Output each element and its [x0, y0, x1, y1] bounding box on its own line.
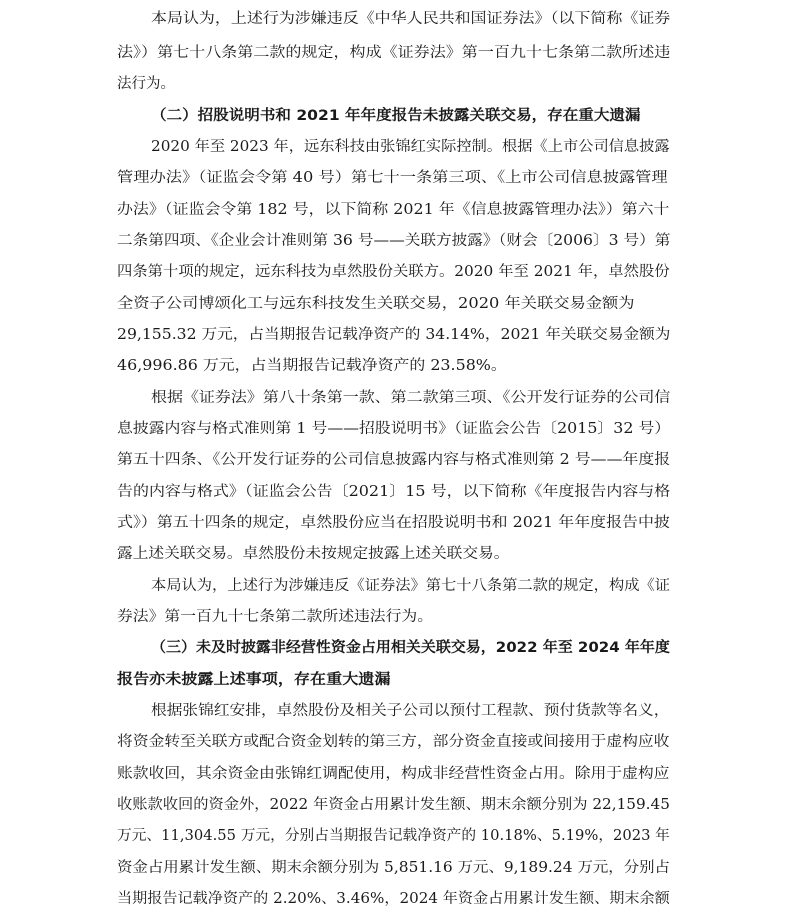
text-line: 29,155.32 万元，占当期报告记载净资产的 34.14%，2021 年关联交易金额为	[117, 327, 671, 343]
text-line: 第五十四条、《公开发行证券的公司信息披露内容与格式准则第 2 号——年度报	[117, 452, 671, 468]
text-line: 资金占用累计发生额、期末余额分别为 5,851.16 万元、9,189.24 万元，分别占	[117, 860, 670, 876]
text-line: 二条第四项、《企业会计准则第 36 号——关联方披露》（财会〔2006〕3 号）第	[117, 233, 671, 249]
text-line: 法行为。	[117, 76, 175, 92]
text-line: 息披露内容与格式准则第 1 号——招股说明书》（证监会公告〔2015〕32 号）	[117, 421, 671, 437]
text-line: 全资子公司博颂化工与远东科技发生关联交易，2020 年关联交易金额为	[117, 296, 635, 312]
text-line: 券法》第一百九十七条第二款所述违法行为。	[117, 609, 433, 625]
text-line: 办法》（证监会令第 182 号，以下简称 2021 年《信息披露管理办法》）第六十	[117, 202, 670, 218]
text-line: 露上述关联交易。卓然股份未按规定披露上述关联交易。	[117, 546, 510, 562]
text-line: 46,996.86 万元，占当期报告记载净资产的 23.58%。	[117, 358, 507, 374]
text-line: 式》）第五十四条的规定，卓然股份应当在招股说明书和 2021 年年度报告中披	[117, 515, 670, 531]
text-line: 当期报告记载净资产的 2.20%、3.46%，2024 年资金占用累计发生额、期末余额	[117, 891, 670, 907]
text-line: 根据《证券法》第八十条第一款、第二款第三项、《公开发行证券的公司信	[151, 390, 671, 406]
text-line: 根据张锦红安排，卓然股份及相关子公司以预付工程款、预付货款等名义，	[151, 703, 670, 719]
text-line: 账款收回，其余资金由张锦红调配使用，构成非经营性资金占用。除用于虚构应	[117, 766, 670, 782]
text-line: 告的内容与格式》（证监会公告〔2021〕15 号，以下简称《年度报告内容与格	[117, 484, 671, 500]
text-line: 万元、11,304.55 万元，分别占当期报告记载净资产的 10.18%、5.19%，2023 年	[117, 828, 670, 844]
section-heading: 报告亦未披露上述事项，存在重大遗漏	[117, 672, 391, 688]
text-line: 本局认为，上述行为涉嫌违反《中华人民共和国证券法》（以下简称《证券	[151, 11, 671, 27]
section-heading: （三）未及时披露非经营性资金占用相关关联交易，2022 年至 2024 年年度	[151, 640, 670, 656]
text-line: 法》）第七十八条第二款的规定，构成《证券法》第一百九十七条第二款所述违	[117, 45, 671, 61]
text-line: 四条第十项的规定，远东科技为卓然股份关联方。2020 年至 2021 年，卓然股份	[117, 264, 670, 280]
text-line: 管理办法》（证监会令第 40 号）第七十一条第三项、《上市公司信息披露管理	[117, 170, 668, 186]
text-line: 收账款收回的资金外，2022 年资金占用累计发生额、期末余额分别为 22,159.45	[117, 797, 670, 813]
text-line: 本局认为，上述行为涉嫌违反《证券法》第七十八条第二款的规定，构成《证	[151, 578, 670, 594]
text-line: 将资金转至关联方或配合资金划转的第三方，部分资金直接或间接用于虚构应收	[117, 734, 670, 750]
section-heading: （二）招股说明书和 2021 年年度报告未披露关联交易，存在重大遗漏	[151, 108, 641, 124]
text-line: 2020 年至 2023 年，远东科技由张锦红实际控制。根据《上市公司信息披露	[151, 139, 670, 155]
